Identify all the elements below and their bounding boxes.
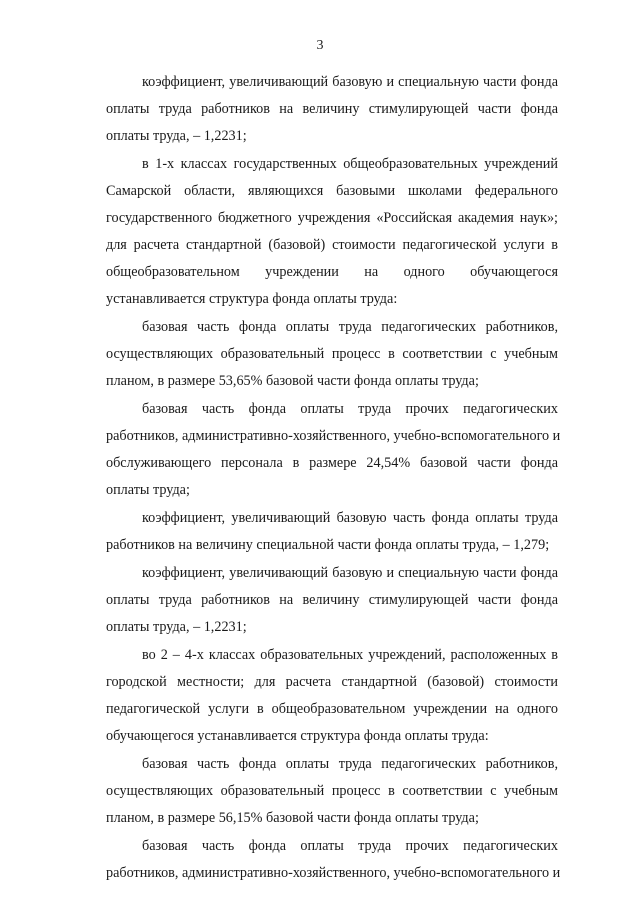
text-line: устанавливается структура фонда оплаты труда: xyxy=(106,291,398,307)
text-line: планом, в размере 53,65% базовой части фонда оплаты труда; xyxy=(106,373,479,389)
paragraph xyxy=(70,396,561,504)
text-line: государственного бюджетного учреждения «Российская академия наук»; xyxy=(106,210,558,226)
text-line: осуществляющих образовательный процесс в соответствии с учебным xyxy=(106,346,558,362)
paragraph xyxy=(70,505,558,559)
text-line: обучающегося устанавливается структура фонда оплаты труда: xyxy=(106,728,489,744)
text-line: оплаты труда, – 1,2231; xyxy=(106,128,247,144)
text-line: коэффициент, увеличивающий базовую часть фонда оплаты труда xyxy=(142,510,558,526)
text-line: оплаты труда работников на величину стимулирующей части фонда xyxy=(106,101,558,117)
text-line: базовая часть фонда оплаты труда педагогических работников, xyxy=(142,319,558,335)
text-line: коэффициент, увеличивающий базовую и специальную части фонда xyxy=(142,565,558,581)
text-line: в 1-х классах государственных общеобразовательных учреждений xyxy=(142,156,558,172)
text-line: осуществляющих образовательный процесс в соответствии с учебным xyxy=(106,783,558,799)
text-line: работников, административно-хозяйственного, учебно-вспомогательного и xyxy=(106,428,561,444)
paragraph xyxy=(70,833,561,887)
text-line: педагогической услуги в общеобразовательном учреждении на одного xyxy=(106,701,558,717)
page-number: 3 xyxy=(316,38,324,53)
text-line: работников, административно-хозяйственного, учебно-вспомогательного и xyxy=(106,865,561,881)
paragraph xyxy=(70,642,558,750)
text-line: базовая часть фонда оплаты труда прочих педагогических xyxy=(142,838,558,854)
text-line: Самарской области, являющихся базовыми школами федерального xyxy=(106,183,558,199)
paragraph xyxy=(70,751,558,832)
text-line: планом, в размере 56,15% базовой части фонда оплаты труда; xyxy=(106,810,479,826)
text-line: коэффициент, увеличивающий базовую и специальную части фонда xyxy=(142,74,558,90)
text-line: оплаты труда, – 1,2231; xyxy=(106,619,247,635)
text-line: базовая часть фонда оплаты труда прочих педагогических xyxy=(142,401,558,417)
text-line: работников на величину специальной части фонда оплаты труда, – 1,279; xyxy=(106,537,550,553)
text-line: обслуживающего персонала в размере 24,54% базовой части фонда xyxy=(106,455,558,471)
document-body xyxy=(70,69,561,888)
text-line: общеобразовательном учреждении на одного обучающегося xyxy=(106,264,558,280)
paragraph xyxy=(70,560,558,641)
paragraph xyxy=(70,151,558,313)
paragraph xyxy=(70,314,558,395)
paragraph xyxy=(70,69,558,150)
text-line: для расчета стандартной (базовой) стоимости педагогической услуги в xyxy=(106,237,558,253)
text-line: базовая часть фонда оплаты труда педагогических работников, xyxy=(142,756,558,772)
text-line: оплаты труда; xyxy=(106,482,190,498)
text-line: во 2 – 4-х классах образовательных учреждений, расположенных в xyxy=(142,647,558,663)
text-line: городской местности; для расчета стандартной (базовой) стоимости xyxy=(106,674,558,690)
text-line: оплаты труда работников на величину стимулирующей части фонда xyxy=(106,592,558,608)
